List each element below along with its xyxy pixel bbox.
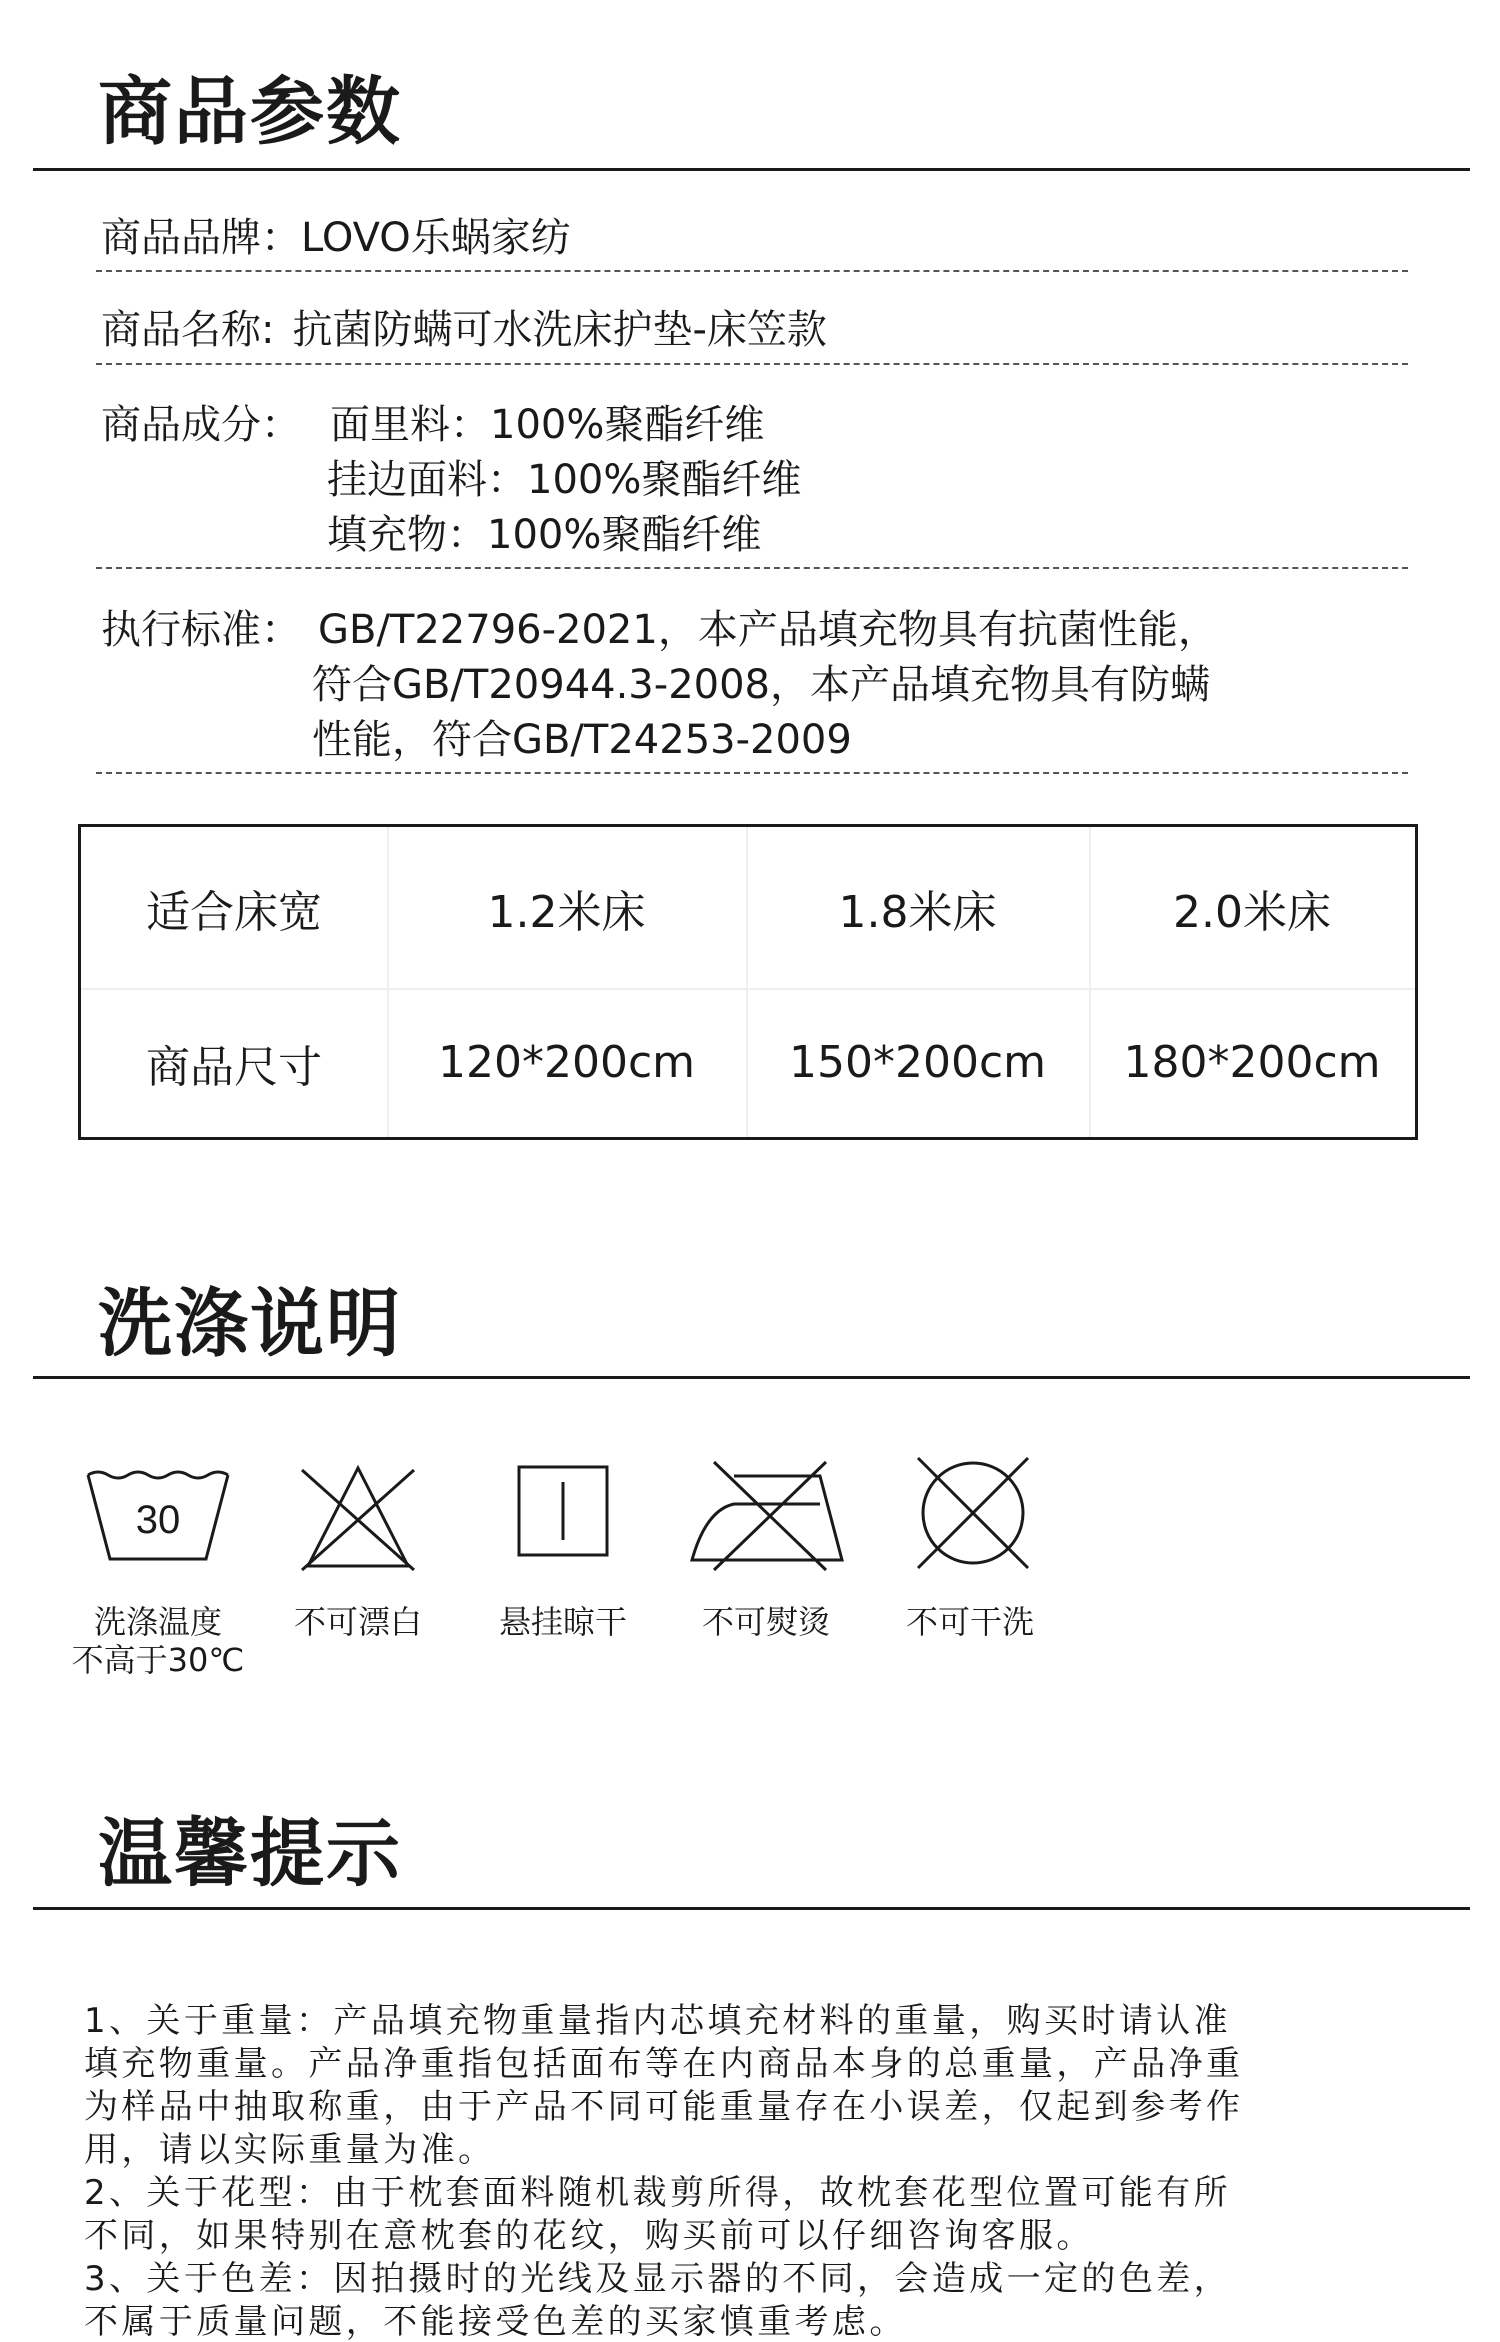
tip-line: 填充物重量。产品净重指包括面布等在内商品本身的总重量，产品净重 [84, 2044, 1244, 2084]
size-table [78, 824, 1418, 1140]
table-cell: 1.8米床 [838, 886, 997, 938]
table-header-cell: 商品尺寸 [146, 1041, 322, 1093]
composition-line-1: 面里料：100%聚酯纤维 [330, 402, 765, 448]
params-title: 商品参数 [98, 69, 402, 155]
composition-line-3: 填充物：100%聚酯纤维 [327, 512, 762, 558]
divider [96, 363, 1408, 365]
no-dry-clean-label: 不可干洗 [905, 1603, 1034, 1641]
tips-title-rule [33, 1907, 1470, 1910]
wash-temperature-number: 30 [135, 1498, 181, 1542]
table-cell: 180*200cm [1123, 1037, 1381, 1088]
standard-label: 执行标准： [101, 607, 301, 653]
wash-basin-30-icon [84, 1467, 232, 1563]
table-header-cell: 适合床宽 [146, 886, 322, 938]
wash-title-rule [33, 1376, 1470, 1379]
hang-dry-label: 悬挂晾干 [498, 1603, 627, 1641]
params-title-rule [33, 168, 1470, 171]
wash-temperature-label: 洗涤温度 不高于30℃ [71, 1603, 245, 1679]
divider [96, 772, 1408, 774]
composition-line-2: 挂边面料：100%聚酯纤维 [327, 457, 802, 503]
tip-line: 1、关于重量：产品填充物重量指内芯填充材料的重量，购买时请认准 [84, 2001, 1232, 2041]
table-cell: 150*200cm [788, 1037, 1047, 1088]
tips-title: 温馨提示 [98, 1811, 402, 1897]
composition-label: 商品成分： [101, 402, 301, 448]
standard-line-1: GB/T22796-2021，本产品填充物具有抗菌性能， [318, 607, 1218, 653]
tip-line: 2、关于花型：由于枕套面料随机裁剪所得，故枕套花型位置可能有所 [84, 2173, 1232, 2213]
tip-line: 用，请以实际重量为准。 [84, 2130, 496, 2170]
divider [96, 567, 1408, 569]
wash-title: 洗涤说明 [98, 1281, 402, 1367]
table-cell: 120*200cm [437, 1037, 696, 1088]
no-iron-icon [686, 1456, 850, 1576]
tip-line: 不属于质量问题，不能接受色差的买家慎重考虑。 [84, 2302, 907, 2342]
tip-line: 为样品中抽取称重，由于产品不同可能重量存在小误差，仅起到参考作 [84, 2087, 1244, 2127]
name-row [101, 307, 827, 353]
standard-line-2: 符合GB/T20944.3-2008，本产品填充物具有防螨 [312, 662, 1210, 708]
name-label: 商品名称: [101, 307, 275, 353]
standard-line-3: 性能，符合GB/T24253-2009 [312, 717, 852, 763]
hang-dry-icon [516, 1464, 612, 1562]
brand-value: LOVO乐蜗家纺 [301, 215, 571, 261]
tip-line: 3、关于色差：因拍摄时的光线及显示器的不同，会造成一定的色差， [84, 2259, 1232, 2299]
no-dry-clean-icon [912, 1452, 1034, 1574]
brand-label: 商品品牌： [101, 215, 301, 261]
name-value: 抗菌防螨可水洗床护垫-床笠款 [292, 307, 827, 353]
divider [96, 270, 1408, 272]
brand-row [101, 215, 571, 261]
no-bleach-icon [298, 1462, 418, 1574]
no-bleach-label: 不可漂白 [293, 1603, 422, 1641]
table-cell: 2.0米床 [1173, 886, 1331, 938]
tip-line: 不同，如果特别在意枕套的花纹，购买前可以仔细咨询客服。 [84, 2216, 1094, 2256]
table-cell: 1.2米床 [487, 886, 646, 938]
no-iron-label: 不可熨烫 [701, 1603, 830, 1641]
